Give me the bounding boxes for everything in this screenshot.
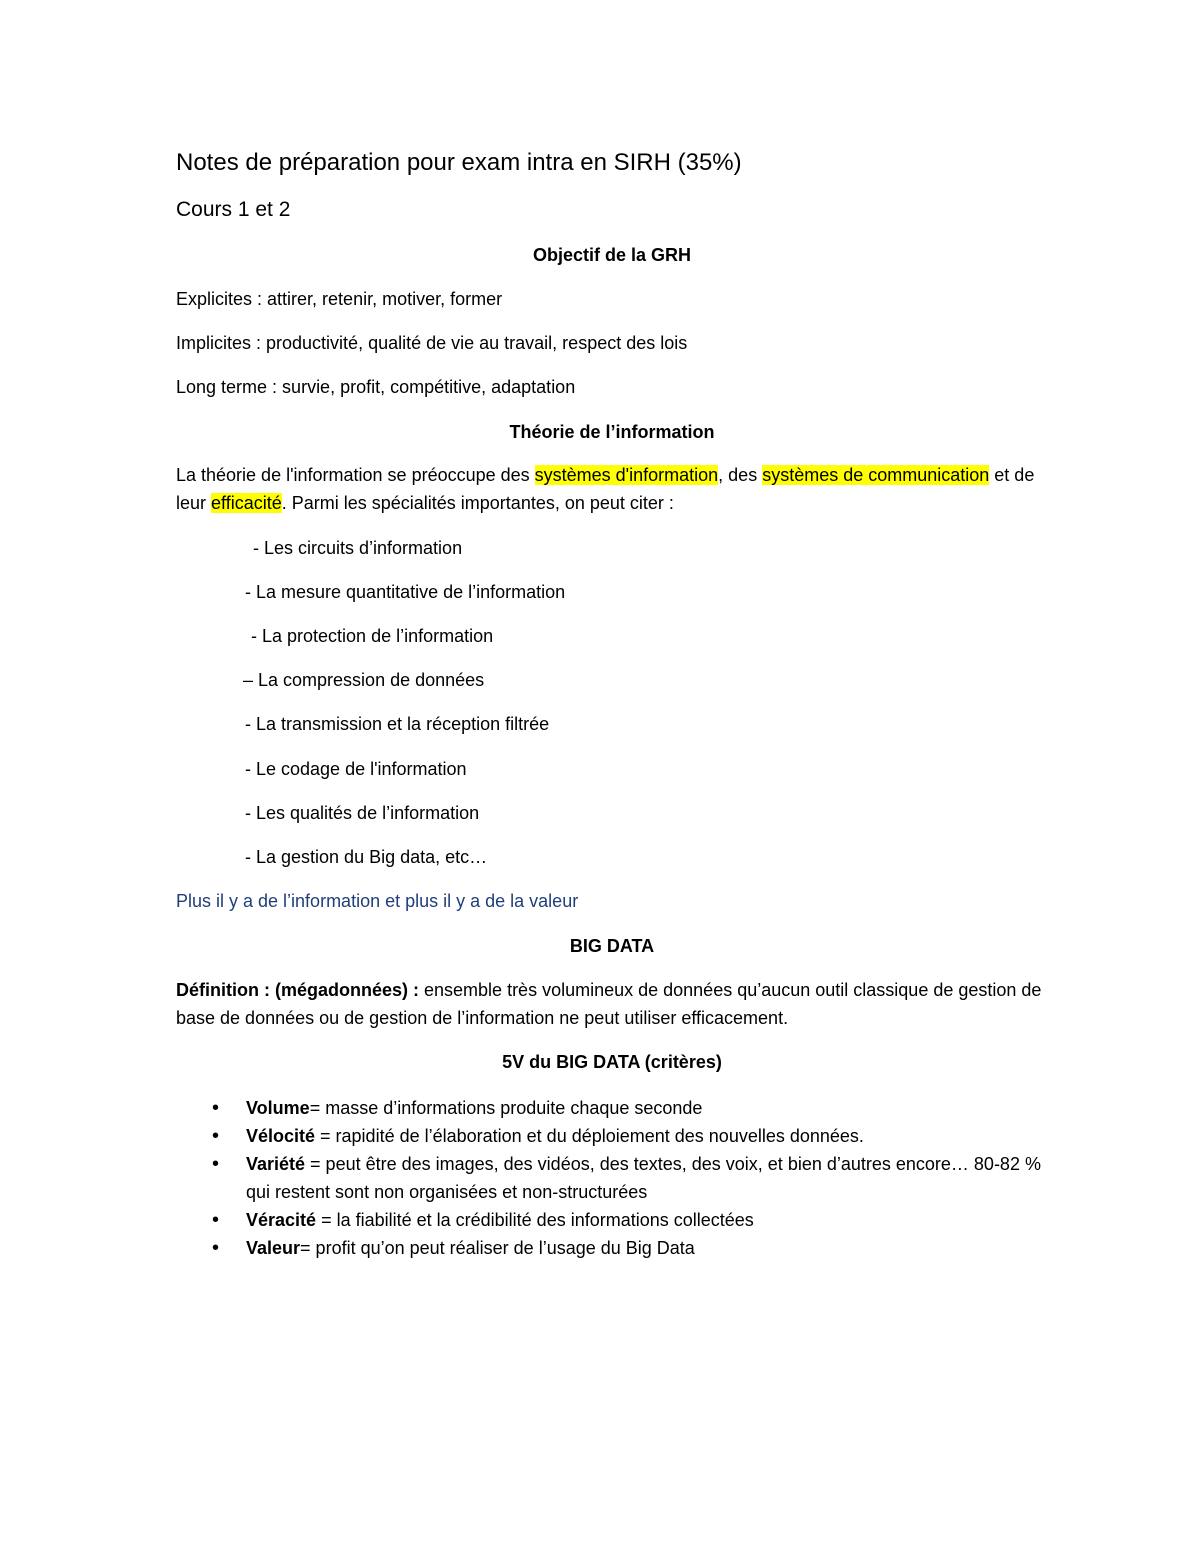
list-item: - La gestion du Big data, etc… xyxy=(245,847,488,867)
list-item-valeur xyxy=(176,1234,1056,1262)
definition-text: ensemble très volumineux de données qu’aucun outil classique de gestion de base de données ou de gestion de l’information ne peut utiliser efficacement. xyxy=(176,980,1042,1028)
term-veracite: Véracité xyxy=(246,1210,317,1230)
list-item: - Le codage de l'information xyxy=(245,759,467,779)
desc-valeur: = profit qu’on peut réaliser de l’usage du Big Data xyxy=(300,1238,695,1258)
desc-velocite: = rapidité de l’élaboration et du déploiement des nouvelles données. xyxy=(315,1126,864,1146)
list-item: - La transmission et la réception filtrée xyxy=(245,714,550,734)
line-long-terme: Long terme : survie, profit, compétitive, adaptation xyxy=(176,377,576,397)
document-subtitle: Cours 1 et 2 xyxy=(176,198,291,221)
term-volume: Volume xyxy=(246,1098,310,1118)
term-variete: Variété xyxy=(246,1154,306,1174)
list-item-velocite xyxy=(176,1122,1056,1150)
heading-theorie-information: Théorie de l’information xyxy=(509,422,715,442)
list-item: - Les circuits d’information xyxy=(253,538,463,558)
para-text-2: , des xyxy=(718,465,763,485)
theorie-paragraph xyxy=(176,461,1056,517)
term-valeur: Valeur xyxy=(246,1238,301,1258)
line-explicites: Explicites : attirer, retenir, motiver, former xyxy=(176,289,503,309)
highlight-systemes-information: systèmes d'information xyxy=(534,465,719,485)
bullet-icon: • xyxy=(212,1125,220,1147)
list-item: - Les qualités de l’information xyxy=(245,803,480,823)
term-velocite: Vélocité xyxy=(246,1126,316,1146)
list-item-volume xyxy=(176,1094,1056,1122)
highlight-efficacite: efficacité xyxy=(211,493,282,513)
para-text-3: et de leur xyxy=(176,465,1035,513)
bullet-icon: • xyxy=(212,1209,220,1231)
bullet-icon: • xyxy=(212,1153,220,1175)
five-v-list xyxy=(176,1094,1056,1262)
definition-label: Définition : (mégadonnées) : xyxy=(176,980,425,1000)
desc-veracite: = la fiabilité et la crédibilité des informations collectées xyxy=(316,1210,754,1230)
bullet-icon: • xyxy=(212,1237,220,1259)
line-implicites: Implicites : productivité, qualité de vie au travail, respect des lois xyxy=(176,333,688,353)
list-item: - La mesure quantitative de l’information xyxy=(245,582,566,602)
list-item: - La protection de l’information xyxy=(251,626,494,646)
document-title: Notes de préparation pour exam intra en SIRH (35%) xyxy=(176,149,742,176)
definition-paragraph xyxy=(176,976,1056,1032)
heading-big-data: BIG DATA xyxy=(569,936,655,956)
blue-note: Plus il y a de l’information et plus il y a de la valeur xyxy=(176,891,579,911)
list-item-variete xyxy=(176,1150,1056,1206)
para-text-1: La théorie de l'information se préoccupe des xyxy=(176,465,535,485)
heading-objectif-grh: Objectif de la GRH xyxy=(532,245,692,265)
heading-5v: 5V du BIG DATA (critères) xyxy=(502,1052,722,1072)
desc-variete: = peut être des images, des vidéos, des textes, des voix, et bien d’autres encore… 80-82 % qui restent sont non organisées et non-structurées xyxy=(246,1154,1041,1202)
highlight-systemes-communication: systèmes de communication xyxy=(762,465,990,485)
bullet-icon: • xyxy=(212,1097,220,1119)
list-item: – La compression de données xyxy=(243,670,485,690)
desc-volume: = masse d’informations produite chaque seconde xyxy=(309,1098,703,1118)
list-item-veracite xyxy=(176,1206,1056,1234)
para-text-4: . Parmi les spécialités importantes, on peut citer : xyxy=(281,493,674,513)
